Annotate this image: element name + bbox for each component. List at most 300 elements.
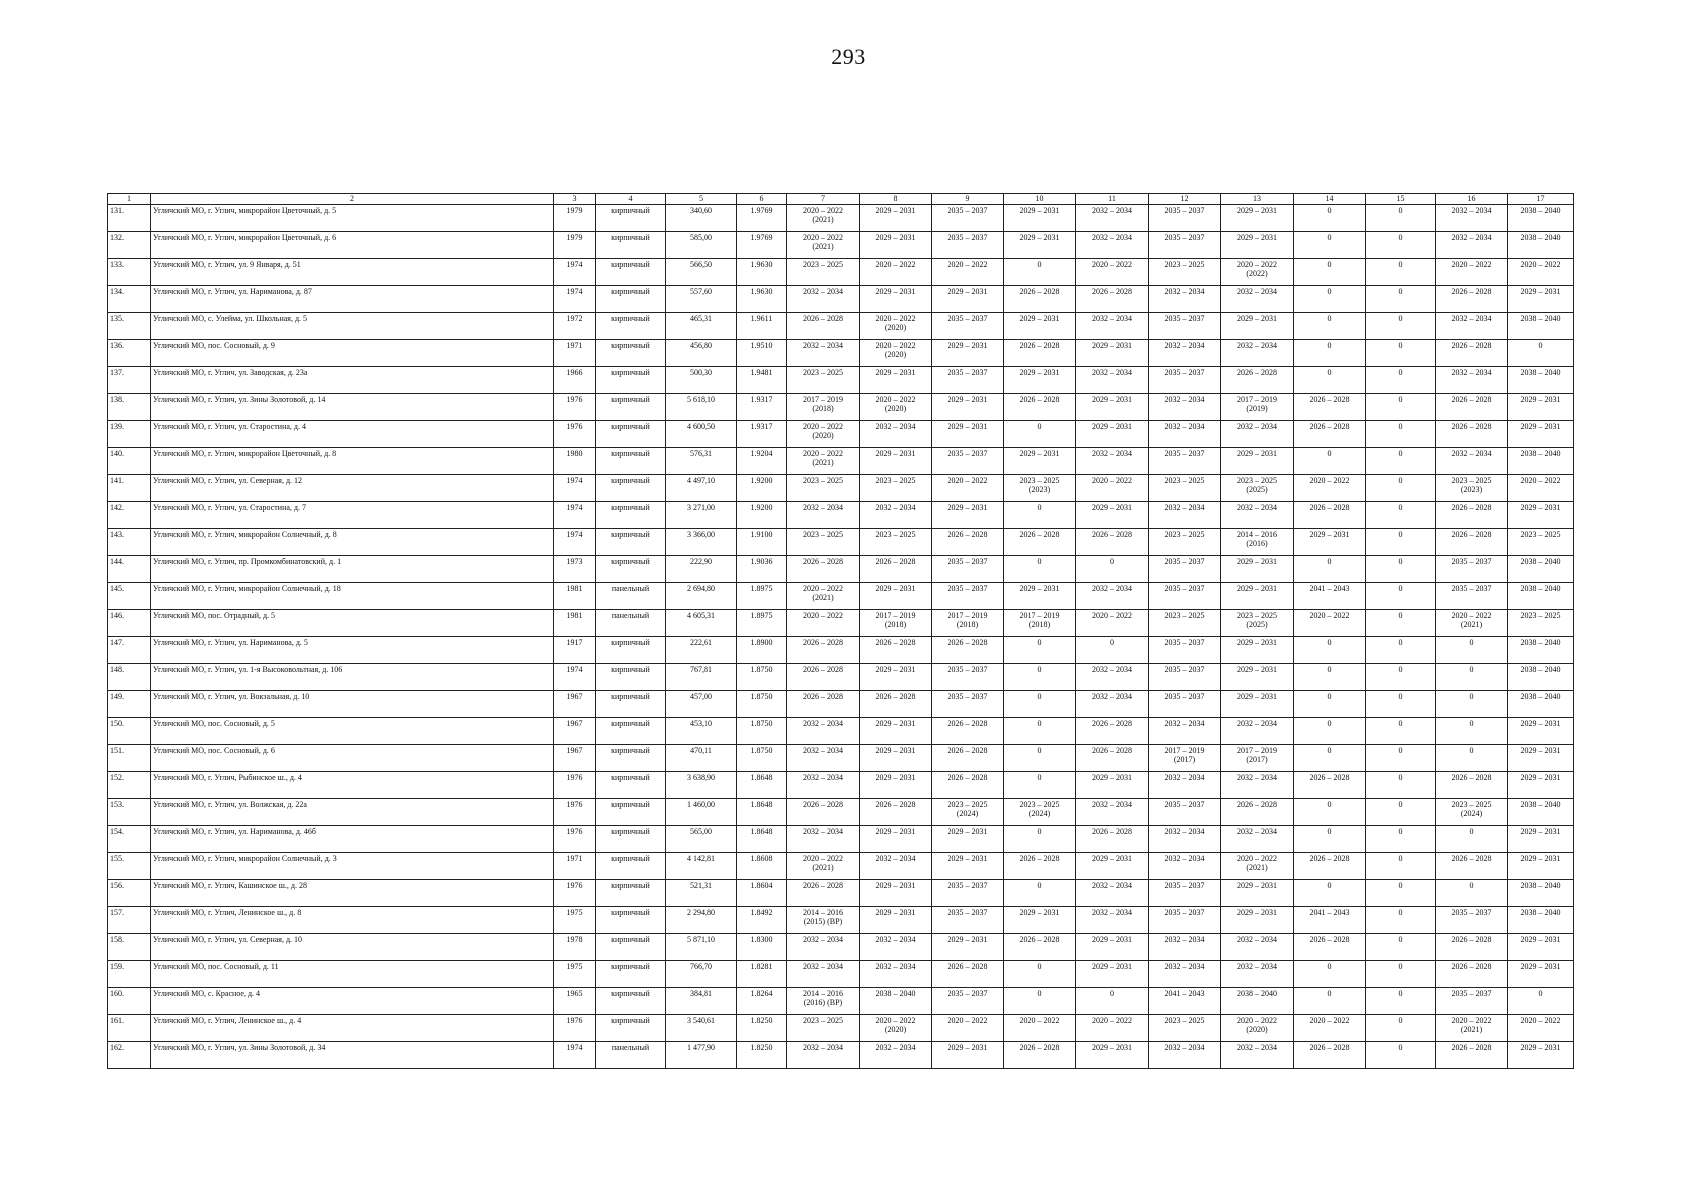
table-cell: 0 bbox=[1366, 286, 1436, 313]
address-cell: Угличский МО, г. Углич, пр. Промкомбинатовский, д. 1 bbox=[151, 556, 554, 583]
table-cell: 1.8281 bbox=[737, 961, 787, 988]
address-cell: Угличский МО, г. Углич, Рыбинское ш., д. 4 bbox=[151, 772, 554, 799]
table-cell: 1.9317 bbox=[737, 421, 787, 448]
table-cell: 3 271,00 bbox=[666, 502, 737, 529]
table-cell: кирпичный bbox=[596, 691, 666, 718]
table-cell: 2032 – 2034 bbox=[1149, 340, 1221, 367]
table-cell: 2032 – 2034 bbox=[860, 961, 932, 988]
table-row bbox=[108, 934, 1574, 961]
table-cell: 0 bbox=[1508, 988, 1574, 1015]
table-cell: 2017 – 2019 (2018) bbox=[932, 610, 1004, 637]
table-cell: 2020 – 2022 (2020) bbox=[860, 340, 932, 367]
table-cell: 500,30 bbox=[666, 367, 737, 394]
table-cell: 2032 – 2034 bbox=[1149, 853, 1221, 880]
table-cell: 2038 – 2040 bbox=[1508, 799, 1574, 826]
table-cell: 2032 – 2034 bbox=[787, 961, 860, 988]
table-cell: 2032 – 2034 bbox=[787, 1042, 860, 1069]
table-cell: 1.8975 bbox=[737, 610, 787, 637]
table-cell: 2023 – 2025 (2024) bbox=[1436, 799, 1508, 826]
table-cell: 1.8750 bbox=[737, 664, 787, 691]
table-cell: 2029 – 2031 bbox=[932, 502, 1004, 529]
table-cell: 2026 – 2028 bbox=[787, 880, 860, 907]
table-cell: 2029 – 2031 bbox=[860, 718, 932, 745]
row-number-cell: 150. bbox=[108, 718, 151, 745]
table-cell: 1976 bbox=[554, 1015, 596, 1042]
table-cell: 0 bbox=[1366, 772, 1436, 799]
table-cell: 2035 – 2037 bbox=[1149, 448, 1221, 475]
table-cell: кирпичный bbox=[596, 880, 666, 907]
table-cell: 2035 – 2037 bbox=[932, 907, 1004, 934]
table-cell: 2032 – 2034 bbox=[1436, 313, 1508, 340]
table-cell: 767,81 bbox=[666, 664, 737, 691]
table-cell: 2029 – 2031 bbox=[860, 367, 932, 394]
table-cell: 2029 – 2031 bbox=[1004, 232, 1076, 259]
column-number-4: 4 bbox=[596, 194, 666, 205]
table-cell: 3 638,90 bbox=[666, 772, 737, 799]
table-cell: кирпичный bbox=[596, 394, 666, 421]
table-cell: 0 bbox=[1366, 232, 1436, 259]
address-cell: Угличский МО, г. Углич, ул. Волжская, д. 22а bbox=[151, 799, 554, 826]
table-cell: 2023 – 2025 bbox=[1508, 610, 1574, 637]
table-cell: 0 bbox=[1366, 1015, 1436, 1042]
table-cell: 2026 – 2028 bbox=[1436, 421, 1508, 448]
table-cell: 2032 – 2034 bbox=[1076, 907, 1149, 934]
table-cell: 2020 – 2022 (2022) bbox=[1221, 259, 1294, 286]
table-cell: 2014 – 2016 (2016) bbox=[1221, 529, 1294, 556]
address-cell: Угличский МО, пос. Отрадный, д. 5 bbox=[151, 610, 554, 637]
table-cell: 2029 – 2031 bbox=[1076, 340, 1149, 367]
column-number-5: 5 bbox=[666, 194, 737, 205]
table-cell: 0 bbox=[1366, 745, 1436, 772]
table-cell: 0 bbox=[1004, 502, 1076, 529]
table-cell: 1.8604 bbox=[737, 880, 787, 907]
table-cell: 0 bbox=[1366, 610, 1436, 637]
table-row bbox=[108, 421, 1574, 448]
column-number-15: 15 bbox=[1366, 194, 1436, 205]
table-cell: 2032 – 2034 bbox=[1149, 286, 1221, 313]
table-cell: 0 bbox=[1004, 691, 1076, 718]
table-cell: 2029 – 2031 bbox=[1076, 934, 1149, 961]
table-cell: 2017 – 2019 (2019) bbox=[1221, 394, 1294, 421]
table-row bbox=[108, 205, 1574, 232]
table-cell: 2035 – 2037 bbox=[1149, 313, 1221, 340]
address-cell: Угличский МО, г. Углич, ул. Зины Золотовой, д. 14 bbox=[151, 394, 554, 421]
column-number-14: 14 bbox=[1294, 194, 1366, 205]
table-cell: 2032 – 2034 bbox=[1076, 880, 1149, 907]
table-cell: 1974 bbox=[554, 286, 596, 313]
row-number-cell: 154. bbox=[108, 826, 151, 853]
table-cell: 0 bbox=[1366, 502, 1436, 529]
table-cell: 0 bbox=[1294, 961, 1366, 988]
table-cell: 2020 – 2022 (2020) bbox=[1221, 1015, 1294, 1042]
address-cell: Угличский МО, г. Углич, Ленинское ш., д. 4 bbox=[151, 1015, 554, 1042]
table-cell: 1.9200 bbox=[737, 475, 787, 502]
table-cell: 2038 – 2040 bbox=[1508, 313, 1574, 340]
table-cell: 1967 bbox=[554, 745, 596, 772]
table-cell: 2023 – 2025 bbox=[860, 475, 932, 502]
table-cell: 2035 – 2037 bbox=[1149, 556, 1221, 583]
address-cell: Угличский МО, г. Углич, ул. Зины Золотовой, д. 34 bbox=[151, 1042, 554, 1069]
row-number-cell: 142. bbox=[108, 502, 151, 529]
table-row bbox=[108, 691, 1574, 718]
table-cell: 1966 bbox=[554, 367, 596, 394]
table-cell: 1.9769 bbox=[737, 205, 787, 232]
table-cell: 2029 – 2031 bbox=[932, 421, 1004, 448]
address-cell: Угличский МО, пос. Сосновый, д. 5 bbox=[151, 718, 554, 745]
table-cell: 2020 – 2022 (2021) bbox=[787, 205, 860, 232]
table-cell: 2032 – 2034 bbox=[1149, 1042, 1221, 1069]
table-cell: 2041 – 2043 bbox=[1294, 907, 1366, 934]
table-cell: панельный bbox=[596, 1042, 666, 1069]
table-cell: 0 bbox=[1366, 826, 1436, 853]
table-cell: 1 477,90 bbox=[666, 1042, 737, 1069]
table-cell: 2020 – 2022 bbox=[932, 475, 1004, 502]
table-cell: 2026 – 2028 bbox=[860, 556, 932, 583]
table-cell: 1979 bbox=[554, 232, 596, 259]
table-cell: 0 bbox=[1436, 880, 1508, 907]
table-cell: 2029 – 2031 bbox=[1294, 529, 1366, 556]
table-cell: 2035 – 2037 bbox=[1149, 664, 1221, 691]
table-cell: кирпичный bbox=[596, 934, 666, 961]
table-cell: кирпичный bbox=[596, 718, 666, 745]
table-cell: 1975 bbox=[554, 961, 596, 988]
table-cell: 2026 – 2028 bbox=[1004, 394, 1076, 421]
table-cell: 2023 – 2025 bbox=[860, 529, 932, 556]
column-number-2: 2 bbox=[151, 194, 554, 205]
table-cell: 0 bbox=[1366, 637, 1436, 664]
table-cell: 2032 – 2034 bbox=[1076, 367, 1149, 394]
table-cell: 0 bbox=[1004, 961, 1076, 988]
table-cell: 0 bbox=[1366, 367, 1436, 394]
table-cell: 2038 – 2040 bbox=[1508, 907, 1574, 934]
table-cell: 2017 – 2019 (2017) bbox=[1149, 745, 1221, 772]
table-cell: панельный bbox=[596, 583, 666, 610]
column-number-7: 7 bbox=[787, 194, 860, 205]
address-cell: Угличский МО, г. Углич, микрорайон Солнечный, д. 3 bbox=[151, 853, 554, 880]
table-cell: 2020 – 2022 (2021) bbox=[787, 448, 860, 475]
table-row bbox=[108, 799, 1574, 826]
table-cell: 1.8750 bbox=[737, 691, 787, 718]
address-cell: Угличский МО, г. Углич, ул. Нариманова, д. 46б bbox=[151, 826, 554, 853]
row-number-cell: 153. bbox=[108, 799, 151, 826]
table-cell: 2020 – 2022 (2021) bbox=[787, 583, 860, 610]
table-cell: 2035 – 2037 bbox=[1436, 556, 1508, 583]
table-cell: 1.9481 bbox=[737, 367, 787, 394]
table-cell: 2032 – 2034 bbox=[1221, 421, 1294, 448]
table-cell: 2032 – 2034 bbox=[1149, 934, 1221, 961]
table-cell: 222,90 bbox=[666, 556, 737, 583]
table-cell: 2029 – 2031 bbox=[932, 934, 1004, 961]
table-cell: 0 bbox=[1366, 799, 1436, 826]
row-number-cell: 146. bbox=[108, 610, 151, 637]
table-cell: 2035 – 2037 bbox=[932, 691, 1004, 718]
table-cell: 2026 – 2028 bbox=[1436, 772, 1508, 799]
table-cell: 2029 – 2031 bbox=[1508, 961, 1574, 988]
table-cell: 2026 – 2028 bbox=[932, 718, 1004, 745]
table-cell: 2032 – 2034 bbox=[860, 1042, 932, 1069]
table-cell: 2032 – 2034 bbox=[860, 421, 932, 448]
table-cell: 2020 – 2022 (2021) bbox=[1436, 610, 1508, 637]
table-cell: 1.8264 bbox=[737, 988, 787, 1015]
table-cell: 456,80 bbox=[666, 340, 737, 367]
table-cell: 2035 – 2037 bbox=[932, 448, 1004, 475]
table-cell: 2029 – 2031 bbox=[1221, 556, 1294, 583]
table-cell: кирпичный bbox=[596, 448, 666, 475]
table-cell: 2032 – 2034 bbox=[1221, 286, 1294, 313]
table-cell: кирпичный bbox=[596, 664, 666, 691]
table-cell: 0 bbox=[1004, 718, 1076, 745]
address-cell: Угличский МО, г. Углич, ул. Старостина, д. 4 bbox=[151, 421, 554, 448]
table-cell: 457,00 bbox=[666, 691, 737, 718]
table-cell: 2038 – 2040 bbox=[1508, 367, 1574, 394]
table-cell: 1.8648 bbox=[737, 772, 787, 799]
table-cell: 2020 – 2022 (2020) bbox=[860, 1015, 932, 1042]
table-cell: 0 bbox=[1076, 988, 1149, 1015]
table-row bbox=[108, 772, 1574, 799]
table-cell: 0 bbox=[1076, 556, 1149, 583]
table-cell: 2026 – 2028 bbox=[1004, 529, 1076, 556]
table-cell: 2026 – 2028 bbox=[1436, 934, 1508, 961]
table-cell: 2038 – 2040 bbox=[1508, 583, 1574, 610]
table-cell: 1974 bbox=[554, 529, 596, 556]
row-number-cell: 160. bbox=[108, 988, 151, 1015]
table-cell: 2038 – 2040 bbox=[1508, 637, 1574, 664]
table-cell: 2020 – 2022 (2021) bbox=[787, 232, 860, 259]
table-cell: 1.9204 bbox=[737, 448, 787, 475]
table-cell: 470,11 bbox=[666, 745, 737, 772]
table-cell: 2029 – 2031 bbox=[932, 1042, 1004, 1069]
table-cell: 2026 – 2028 bbox=[1294, 934, 1366, 961]
table-cell: 2023 – 2025 bbox=[1149, 610, 1221, 637]
table-cell: 2029 – 2031 bbox=[1004, 583, 1076, 610]
table-cell: 2017 – 2019 (2017) bbox=[1221, 745, 1294, 772]
row-number-cell: 149. bbox=[108, 691, 151, 718]
row-number-cell: 131. bbox=[108, 205, 151, 232]
table-cell: 2032 – 2034 bbox=[1436, 367, 1508, 394]
table-cell: 1 460,00 bbox=[666, 799, 737, 826]
table-cell: 2029 – 2031 bbox=[1076, 853, 1149, 880]
row-number-cell: 161. bbox=[108, 1015, 151, 1042]
table-cell: 1974 bbox=[554, 475, 596, 502]
table-cell: 2032 – 2034 bbox=[1149, 772, 1221, 799]
row-number-cell: 144. bbox=[108, 556, 151, 583]
row-number-cell: 147. bbox=[108, 637, 151, 664]
table-cell: 0 bbox=[1436, 664, 1508, 691]
table-cell: 0 bbox=[1294, 988, 1366, 1015]
table-cell: 2032 – 2034 bbox=[1221, 718, 1294, 745]
table-cell: 3 366,00 bbox=[666, 529, 737, 556]
address-cell: Угличский МО, г. Углич, Ленинское ш., д. 8 bbox=[151, 907, 554, 934]
address-cell: Угличский МО, г. Углич, микрорайон Солнечный, д. 8 bbox=[151, 529, 554, 556]
table-cell: 521,31 bbox=[666, 880, 737, 907]
table-cell: 2032 – 2034 bbox=[860, 934, 932, 961]
table-cell: 0 bbox=[1294, 448, 1366, 475]
table-cell: 0 bbox=[1436, 745, 1508, 772]
table-cell: 2026 – 2028 bbox=[860, 691, 932, 718]
table-cell: 1967 bbox=[554, 691, 596, 718]
table-cell: 2035 – 2037 bbox=[932, 556, 1004, 583]
table-cell: 2029 – 2031 bbox=[1508, 286, 1574, 313]
address-cell: Угличский МО, г. Углич, микрорайон Цветочный, д. 8 bbox=[151, 448, 554, 475]
table-cell: 1981 bbox=[554, 610, 596, 637]
table-cell: 2020 – 2022 (2020) bbox=[860, 394, 932, 421]
row-number-cell: 141. bbox=[108, 475, 151, 502]
table-cell: 340,60 bbox=[666, 205, 737, 232]
table-cell: 0 bbox=[1004, 988, 1076, 1015]
table-cell: 2035 – 2037 bbox=[932, 367, 1004, 394]
row-number-cell: 133. bbox=[108, 259, 151, 286]
table-cell: 2038 – 2040 bbox=[1508, 556, 1574, 583]
table-cell: 2032 – 2034 bbox=[787, 772, 860, 799]
page-number: 293 bbox=[831, 44, 866, 69]
table-cell: 1972 bbox=[554, 313, 596, 340]
table-cell: 0 bbox=[1294, 286, 1366, 313]
table-cell: 1967 bbox=[554, 718, 596, 745]
table-cell: 1976 bbox=[554, 394, 596, 421]
table-cell: 2032 – 2034 bbox=[1221, 934, 1294, 961]
table-cell: 2026 – 2028 bbox=[1221, 367, 1294, 394]
table-cell: 1976 bbox=[554, 880, 596, 907]
table-cell: 2029 – 2031 bbox=[1508, 853, 1574, 880]
address-cell: Угличский МО, г. Углич, микрорайон Солнечный, д. 18 bbox=[151, 583, 554, 610]
address-cell: Угличский МО, г. Углич, ул. Северная, д. 10 bbox=[151, 934, 554, 961]
table-cell: 1976 bbox=[554, 826, 596, 853]
table-cell: 2029 – 2031 bbox=[1076, 772, 1149, 799]
table-cell: 2026 – 2028 bbox=[1436, 340, 1508, 367]
table-cell: 0 bbox=[1366, 394, 1436, 421]
table-cell: 0 bbox=[1004, 772, 1076, 799]
table-cell: 2026 – 2028 bbox=[1436, 529, 1508, 556]
table-cell: 2032 – 2034 bbox=[1076, 313, 1149, 340]
table-cell: 2026 – 2028 bbox=[1294, 1042, 1366, 1069]
table-cell: панельный bbox=[596, 610, 666, 637]
table-cell: 0 bbox=[1294, 799, 1366, 826]
table-body bbox=[108, 194, 1574, 1069]
table-cell: 2017 – 2019 (2018) bbox=[787, 394, 860, 421]
table-row bbox=[108, 529, 1574, 556]
table-cell: кирпичный bbox=[596, 205, 666, 232]
table-cell: 1.9769 bbox=[737, 232, 787, 259]
table-cell: 2026 – 2028 bbox=[1004, 286, 1076, 313]
table-cell: 2032 – 2034 bbox=[787, 826, 860, 853]
table-cell: 2032 – 2034 bbox=[787, 934, 860, 961]
table-cell: 2020 – 2022 (2020) bbox=[860, 313, 932, 340]
table-cell: 2032 – 2034 bbox=[1076, 205, 1149, 232]
table-cell: 2023 – 2025 bbox=[1149, 475, 1221, 502]
table-cell: 2026 – 2028 bbox=[787, 556, 860, 583]
table-cell: 2032 – 2034 bbox=[860, 853, 932, 880]
table-cell: 0 bbox=[1366, 448, 1436, 475]
table-cell: 0 bbox=[1004, 826, 1076, 853]
table-cell: 2026 – 2028 bbox=[1004, 1042, 1076, 1069]
table-cell: 585,00 bbox=[666, 232, 737, 259]
table-cell: 5 871,10 bbox=[666, 934, 737, 961]
table-cell: 2026 – 2028 bbox=[1436, 286, 1508, 313]
table-cell: кирпичный bbox=[596, 529, 666, 556]
table-cell: 2032 – 2034 bbox=[1149, 826, 1221, 853]
table-cell: кирпичный bbox=[596, 961, 666, 988]
table-cell: 0 bbox=[1366, 907, 1436, 934]
table-cell: 1.9611 bbox=[737, 313, 787, 340]
table-cell: 0 bbox=[1294, 313, 1366, 340]
table-cell: 2029 – 2031 bbox=[860, 583, 932, 610]
table-cell: 0 bbox=[1366, 934, 1436, 961]
table-cell: 2023 – 2025 bbox=[787, 367, 860, 394]
table-row bbox=[108, 232, 1574, 259]
table-cell: 0 bbox=[1508, 340, 1574, 367]
table-cell: 2029 – 2031 bbox=[1004, 448, 1076, 475]
table-cell: 2032 – 2034 bbox=[1149, 421, 1221, 448]
table-cell: 2023 – 2025 bbox=[1149, 529, 1221, 556]
table-cell: 2032 – 2034 bbox=[860, 502, 932, 529]
table-cell: 2029 – 2031 bbox=[1221, 907, 1294, 934]
table-cell: 2032 – 2034 bbox=[1076, 799, 1149, 826]
table-cell: 1.8492 bbox=[737, 907, 787, 934]
table-row bbox=[108, 853, 1574, 880]
row-number-cell: 145. bbox=[108, 583, 151, 610]
table-cell: 0 bbox=[1294, 880, 1366, 907]
table-cell: 0 bbox=[1366, 691, 1436, 718]
table-cell: 2026 – 2028 bbox=[932, 745, 1004, 772]
table-cell: 2038 – 2040 bbox=[860, 988, 932, 1015]
table-cell: 1.8250 bbox=[737, 1015, 787, 1042]
table-cell: 2029 – 2031 bbox=[1508, 718, 1574, 745]
table-cell: 0 bbox=[1366, 988, 1436, 1015]
table-cell: 2020 – 2022 bbox=[860, 259, 932, 286]
table-cell: 2029 – 2031 bbox=[1076, 502, 1149, 529]
table-cell: 2032 – 2034 bbox=[787, 502, 860, 529]
table-cell: 222,61 bbox=[666, 637, 737, 664]
table-cell: 1971 bbox=[554, 853, 596, 880]
table-cell: 2035 – 2037 bbox=[1149, 232, 1221, 259]
table-cell: 1976 bbox=[554, 421, 596, 448]
table-cell: 2020 – 2022 (2021) bbox=[787, 853, 860, 880]
table-cell: 1974 bbox=[554, 502, 596, 529]
table-cell: 2020 – 2022 (2020) bbox=[787, 421, 860, 448]
table-cell: 0 bbox=[1436, 637, 1508, 664]
table-cell: 2038 – 2040 bbox=[1508, 205, 1574, 232]
table-row bbox=[108, 961, 1574, 988]
row-number-cell: 143. bbox=[108, 529, 151, 556]
address-cell: Угличский МО, г. Углич, ул. Нариманова, д. 5 bbox=[151, 637, 554, 664]
table-cell: кирпичный bbox=[596, 556, 666, 583]
table-cell: 2020 – 2022 bbox=[932, 1015, 1004, 1042]
table-cell: 2017 – 2019 (2018) bbox=[860, 610, 932, 637]
table-cell: 1976 bbox=[554, 772, 596, 799]
table-cell: 0 bbox=[1294, 826, 1366, 853]
table-cell: 2020 – 2022 bbox=[932, 259, 1004, 286]
table-cell: 2032 – 2034 bbox=[1149, 394, 1221, 421]
table-cell: 2026 – 2028 bbox=[1076, 718, 1149, 745]
table-cell: 2026 – 2028 bbox=[1436, 1042, 1508, 1069]
table-cell: 1981 bbox=[554, 583, 596, 610]
address-cell: Угличский МО, с. Красное, д. 4 bbox=[151, 988, 554, 1015]
table-cell: 1.9510 bbox=[737, 340, 787, 367]
row-number-cell: 138. bbox=[108, 394, 151, 421]
table-cell: кирпичный bbox=[596, 826, 666, 853]
row-number-cell: 136. bbox=[108, 340, 151, 367]
table-cell: 2029 – 2031 bbox=[932, 394, 1004, 421]
address-cell: Угличский МО, пос. Сосновый, д. 11 bbox=[151, 961, 554, 988]
table-cell: 2029 – 2031 bbox=[1221, 664, 1294, 691]
table-cell: 0 bbox=[1366, 664, 1436, 691]
table-cell: кирпичный bbox=[596, 286, 666, 313]
table-cell: 2026 – 2028 bbox=[1436, 961, 1508, 988]
table-cell: 2035 – 2037 bbox=[1149, 691, 1221, 718]
table-cell: кирпичный bbox=[596, 907, 666, 934]
table-cell: 1.8750 bbox=[737, 718, 787, 745]
table-cell: 2032 – 2034 bbox=[787, 286, 860, 313]
